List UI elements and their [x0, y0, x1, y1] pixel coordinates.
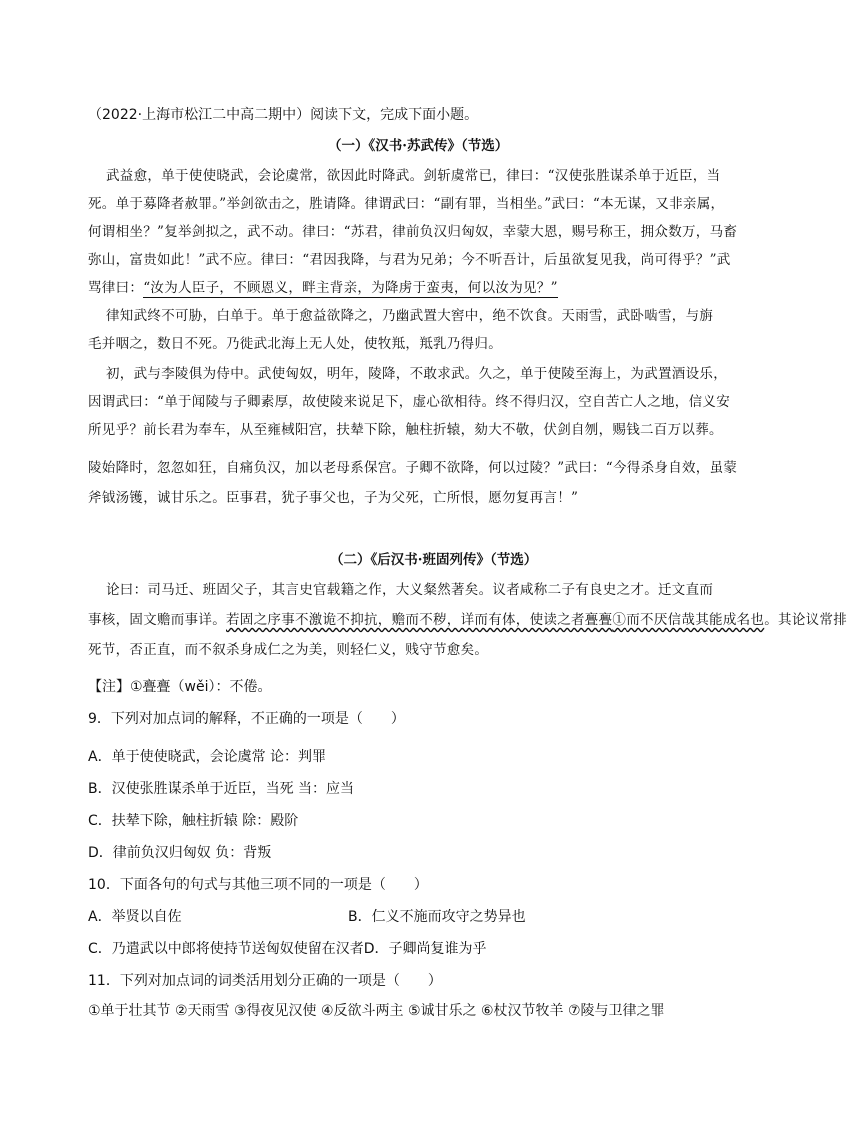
- question-11-stem: 11．下列对加点词的词类活用划分正确的一项是（ ）: [88, 973, 442, 989]
- passage2-title: （二）《后汉书·班固列传》（节选）: [330, 552, 538, 568]
- passage1-text: 骂律曰：: [88, 280, 144, 296]
- passage2-line: [88, 608, 847, 628]
- question-10-option-cd: [88, 938, 487, 958]
- passage1-line: 初，武与李陵俱为侍中。武使匈奴，明年，陵降，不敢求武。久之，单于使陵至海上，为武置酒设乐，: [106, 366, 727, 382]
- question-10-option-b: B．仁义不施而攻守之势异也: [348, 909, 526, 925]
- passage2-text: 事核，固文赡而事详。: [88, 612, 226, 628]
- underlined-sentence: “汝为人臣子，不顾恩义，畔主背亲，为降虏于蛮夷，何以汝为见？”: [143, 280, 558, 296]
- passage1-title: （一）《汉书·苏武传》（节选）: [328, 138, 509, 154]
- question-11-items: ①单于壮其节 ②天雨雪 ③得夜见汉使 ④反欲斗两主 ⑤诚甘乐之 ⑥杖汉节牧羊 ⑦陵与卫律之罪: [88, 1003, 665, 1019]
- passage1-line: 所见乎？前长君为奉车，从至雍棫阳宫，扶辇下除，触柱折辕，劾大不敬，伏剑自刎，赐钱二百万以葬。: [88, 422, 723, 438]
- passage1-line: 武益愈，单于使使晓武，会论虞常，欲因此时降武。剑斩虞常已，律曰：“汉使张胜谋杀单于近臣，当: [106, 168, 721, 184]
- passage1-line: 律知武终不可胁，白单于。单于愈益欲降之，乃幽武置大窖中，绝不饮食。天雨雪，武卧啮雪，与旃: [106, 308, 714, 324]
- passage1-line: 因谓武曰：“单于闻陵与子卿素厚，故使陵来说足下，虚心欲相待。终不得归汉，空自苦亡人之地，信义安: [88, 394, 730, 410]
- intro-text: （2022·上海市松江二中高二期中）阅读下文，完成下面小题。: [88, 107, 479, 123]
- question-9-option-a: A．单于使使晓武，会论虞常 论：判罪: [88, 749, 327, 765]
- passage1-line: 毛并咽之，数日不死。乃徙武北海上无人处，使牧羝，羝乳乃得归。: [88, 336, 502, 352]
- passage2-text: 。其论议常排: [764, 612, 847, 628]
- wavy-underlined-sentence-end: 而不厌信哉其能成名也: [626, 612, 765, 628]
- question-9-stem: 9．下列对加点词的解释，不正确的一项是（ ）: [88, 711, 405, 727]
- question-10-option-c: C．乃遣武以中郎将使持节送匈奴使留在汉者: [88, 941, 364, 957]
- question-10-stem: 10．下面各句的句式与其他三项不同的一项是（ ）: [88, 877, 428, 893]
- question-9-option-b: B．汉使张胜谋杀单于近臣，当死 当：应当: [88, 781, 355, 797]
- question-9-option-c: C．扶辇下除，触柱折辕 除：殿阶: [88, 813, 299, 829]
- question-9-option-d: D．律前负汉归匈奴 负：背叛: [88, 845, 272, 861]
- passage1-line: 斧钺汤镬，诚甘乐之。臣事君，犹子事父也，子为父死，亡所恨，愿勿复再言！”: [88, 490, 579, 506]
- footnote: 【注】①亹亹（wěi）：不倦。: [88, 679, 272, 695]
- passage2-line: 死节，否正直，而不叙杀身成仁之为美，则轻仁义，贱守节愈矣。: [88, 642, 489, 658]
- question-10-option-d: D．子卿尚复谁为乎: [363, 941, 487, 957]
- question-10-option-a: A．举贤以自佐: [88, 909, 182, 925]
- passage1-line: 死。单于募降者赦罪。”举剑欲击之，胜请降。律谓武曰：“副有罪，当相坐。”武曰：“本无谋，又非亲属，: [88, 196, 725, 212]
- passage1-line: [88, 276, 558, 296]
- passage1-line: 陵始降时，忽忽如狂，自痛负汉，加以老母系保宫。子卿不欲降，何以过陵？”武曰：“今得杀身自效，虽蒙: [88, 460, 738, 476]
- passage2-line: 论曰：司马迁、班固父子，其言史官载籍之作，大义粲然著矣。议者咸称二子有良史之才。迁文直而: [106, 582, 714, 598]
- passage1-line: 何谓相坐？”复举剑拟之，武不动。律曰：“苏君，律前负汉归匈奴，幸蒙大恩，赐号称王，拥众数万，马畜: [88, 224, 738, 240]
- wavy-underlined-sentence: 若固之序事不激诡不抑抗，赡而不秽，详而有体，使读之者亹亹: [226, 612, 613, 628]
- footnote-marker: ①: [612, 612, 627, 628]
- passage1-line: 弥山，富贵如此！”武不应。律曰：“君因我降，与君为兄弟；今不听吾计，后虽欲复见我，尚可得乎？”武: [88, 252, 731, 268]
